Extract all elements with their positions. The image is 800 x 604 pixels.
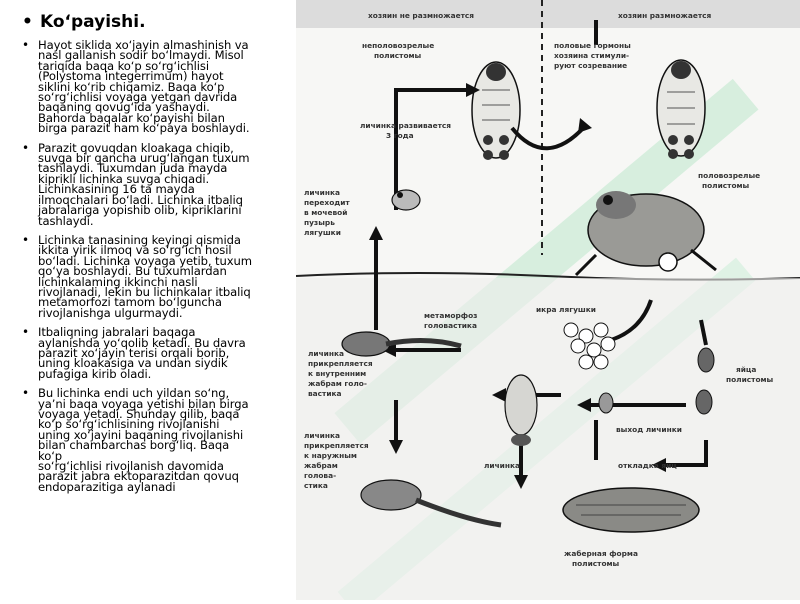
label-immature-1: неполовозрелые: [362, 41, 435, 50]
paragraph-line: lichinkalaming ikkinchi nasli: [38, 274, 198, 289]
paragraph-line: metamorfozi tamom bo‘lguncha: [38, 295, 222, 310]
label-ext-gills-5: голова-: [304, 471, 337, 480]
diagram-svg: [296, 0, 800, 600]
label-host-breeding: хозяин размножается: [618, 11, 712, 20]
paragraph-line: • Bu lichinka endi uch yildan so‘ng,: [38, 386, 230, 401]
paragraph-line: suvga bir qancha urug‘langan tuxum: [38, 151, 250, 166]
label-hormones-3: руют созревание: [554, 61, 628, 70]
paragraph-line: bilan chambarchas borg‘liq. Baqa: [38, 438, 230, 453]
paragraph-line: rivojlanishga ulgurmaydi.: [38, 305, 183, 320]
paragraph-line: tashlaydi.: [38, 213, 94, 228]
paragraph-line: bo‘ladi. Lichinka voyaga yetib, tuxum: [38, 253, 252, 268]
label-larva-exit: выход личинки: [616, 425, 682, 434]
label-int-gills-4: жабрам голо-: [308, 379, 367, 388]
label-int-gills-5: вастика: [308, 389, 342, 398]
paragraph-line: • Hayot siklida xo‘jayin almashinish va: [38, 38, 249, 52]
bullet-paragraph: [22, 232, 288, 320]
polystoma-life-cycle-diagram: [296, 0, 800, 600]
label-moves-5: лягушки: [304, 228, 341, 237]
paragraph-line: Bahorda baqalar ko‘payishi bilan: [38, 110, 225, 125]
paragraph-line: birga parazit ham ko‘paya boshlaydi.: [38, 121, 250, 136]
label-hormones-1: половые гормоны: [554, 41, 631, 50]
label-moves-2: переходит: [304, 198, 350, 207]
paragraph-line: kiprikli lichinka suvga chiqadi.: [38, 171, 210, 186]
paragraph-line: siklini ko‘rib chiqamiz. Baqa ko‘p: [38, 79, 225, 94]
label-larva-3y-1: личинка развивается: [360, 121, 452, 130]
label-metamorph-1: метаморфоз: [424, 311, 478, 320]
label-egg-laying: откладка яиц: [618, 461, 677, 470]
section-heading: • Ko‘payishi.: [22, 12, 288, 32]
bullet-paragraph: [22, 40, 288, 134]
paragraph-line: baqaning qovug‘ida yashaydi.: [38, 100, 210, 115]
label-metamorph-2: головастика: [424, 321, 477, 330]
paragraph-line: ilmoqchalari bo‘ladi. Lichinka itbaliq: [38, 192, 243, 207]
label-mature-1: половозрелые: [698, 171, 761, 180]
label-int-gills-2: прикрепляется: [308, 359, 373, 368]
label-hormones-2: хозяина стимули-: [554, 51, 630, 60]
paragraph-line: jabralariga yopishib olib, kipriklarini: [38, 203, 242, 218]
label-ext-gills-2: прикрепляется: [304, 441, 369, 450]
bullet-paragraph: [22, 388, 288, 492]
paragraph-line: tashlaydi. Tuxumdan juda mayda: [38, 161, 228, 176]
paragraph-list: [22, 40, 288, 492]
label-immature-2: полистомы: [374, 51, 422, 60]
froglet-figure: [392, 190, 420, 210]
label-int-gills-3: к внутренним: [308, 369, 367, 378]
paragraph-line: • Lichinka tanasining keyingi qismida: [38, 232, 241, 247]
label-eggs-1: яйца: [736, 365, 757, 374]
paragraph-line: ko‘p: [38, 448, 63, 463]
label-ext-gills-1: личинка: [304, 431, 340, 440]
label-gill-form-1: жаберная форма: [564, 549, 638, 558]
label-ext-gills-6: стика: [304, 481, 328, 490]
paragraph-line: tariqida baqa ko‘p so‘rg‘ichlisi: [38, 58, 209, 73]
label-moves-4: пузырь: [304, 218, 335, 227]
paragraph-line: uning kloakasiga va undan siydik: [38, 356, 228, 371]
text-column: [22, 12, 288, 501]
label-ext-gills-3: к наружным: [304, 451, 357, 460]
paragraph-line: so‘rg‘ichlisi voyaga yetgan davrida: [38, 90, 238, 105]
bullet-paragraph: [22, 140, 288, 228]
paragraph-line: • Parazit qovuqdan kloakaga chiqib,: [38, 140, 234, 155]
paragraph-line: uning xo‘jayini baqaning rivojlanishi: [38, 427, 244, 442]
label-larva: личинка: [484, 461, 520, 470]
paragraph-line: parazit jabra ektoparazitdan qovuq: [38, 469, 239, 484]
paragraph-line: ya’ni baqa voyaga yetishi bilan birga: [38, 396, 249, 411]
paragraph-line: endoparazitiga aylanadi: [38, 479, 176, 494]
immature-polystoma-figure: [472, 62, 520, 160]
paragraph-line: so‘rg‘ichlisi rivojlanish davomida: [38, 459, 224, 474]
label-eggs-2: полистомы: [726, 375, 774, 384]
paragraph-line: parazit xo‘jayin terisi orqali borib,: [38, 345, 230, 360]
bullet-paragraph: [22, 327, 288, 379]
paragraph-line: • Itbaliqning jabralari baqaga: [38, 325, 196, 340]
paragraph-line: ko‘p so‘rg‘ichlisining rivojlanishi: [38, 417, 220, 432]
label-ext-gills-4: жабрам: [304, 461, 338, 470]
label-frog-eggs: икра лягушки: [536, 305, 596, 314]
paragraph-line: pufagiga kirib oladi.: [38, 366, 152, 381]
water-area: [296, 278, 800, 600]
label-gill-form-2: полистомы: [572, 559, 620, 568]
paragraph-line: voyaga yetadi. Shunday qilib, baqa: [38, 407, 240, 421]
paragraph-line: ikkita yirik ilmoq va so‘rg‘ich hosil: [38, 243, 232, 258]
paragraph-line: Lichinkasining 16 ta mayda: [38, 182, 195, 197]
label-host-not-breeding: хозяин не размножается: [368, 11, 474, 20]
paragraph-line: (Polystoma integerrimum) hayot: [38, 69, 224, 84]
paragraph-line: aylanishda yo‘qolib ketadi. Bu davra: [38, 335, 246, 350]
paragraph-line: rivojlanadi, lekin bu lichinkalar itbaliq: [38, 284, 251, 299]
paragraph-line: qo‘ya boshlaydi. Bu tuxumlardan: [38, 264, 227, 279]
label-moves-1: личинка: [304, 188, 340, 197]
paragraph-line: nasl gallanish sodir bo‘lmaydi. Misol: [38, 48, 244, 63]
gill-form-polystoma-figure: [563, 488, 699, 532]
label-mature-2: полистомы: [702, 181, 750, 190]
label-moves-3: в мочевой: [304, 208, 348, 217]
label-larva-3y-2: 3 года: [386, 131, 414, 140]
label-int-gills-1: личинка: [308, 349, 344, 358]
